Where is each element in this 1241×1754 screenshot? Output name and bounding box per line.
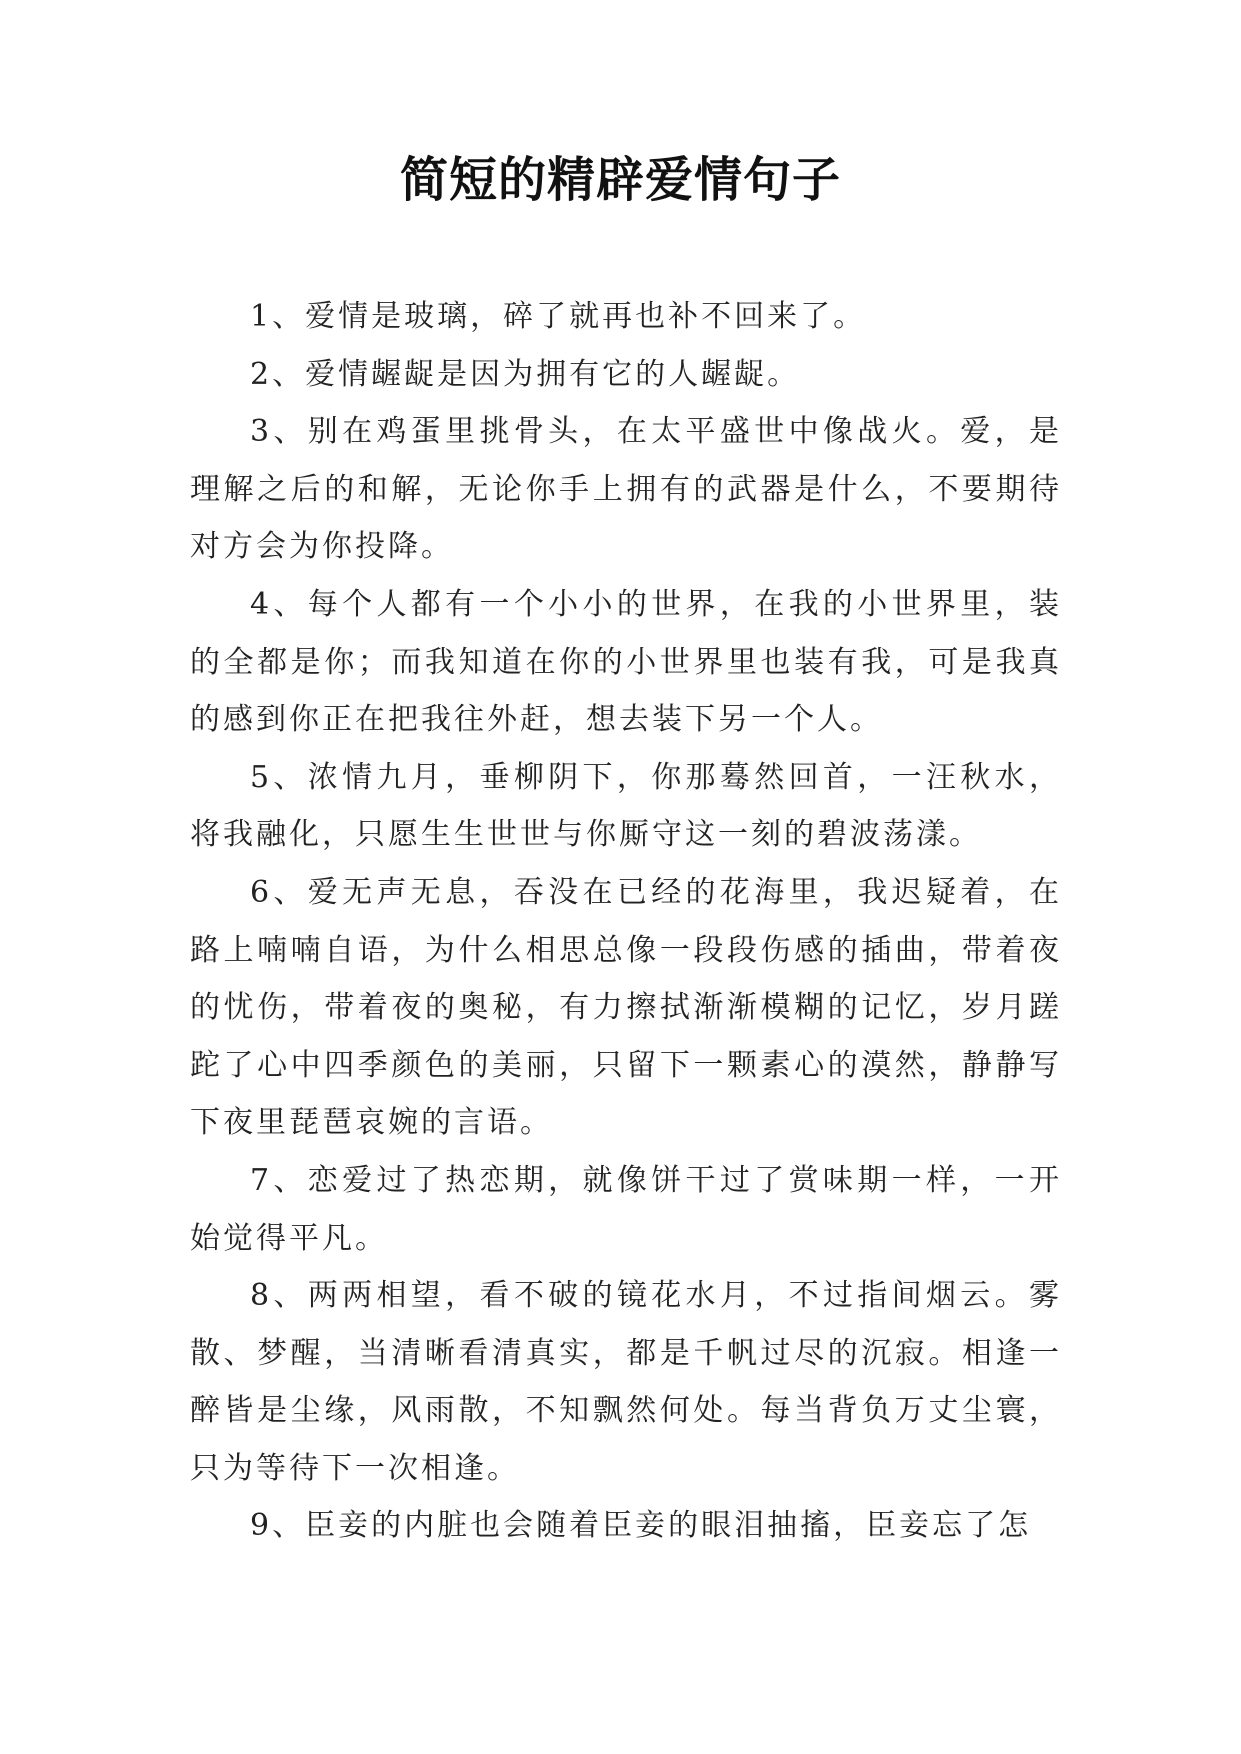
paragraph-8: 8、两两相望，看不破的镜花水月，不过指间烟云。雾散、梦醒，当清晰看清真实，都是千帆过尽的沉寂。相逢一醉皆是尘缘，风雨散，不知飘然何处。每当背负万丈尘寰，只为等待下一次相逢。	[190, 1278, 1062, 1486]
paragraph-1: 1、爱情是玻璃，碎了就再也补不回来了。	[250, 299, 867, 334]
paragraph-4: 4、每个人都有一个小小的世界，在我的小世界里，装的全都是你；而我知道在你的小世界里也装有我，可是我真的感到你正在把我往外赶，想去装下另一个人。	[190, 586, 1062, 738]
paragraph-9: 9、臣妾的内脏也会随着臣妾的眼泪抽搐，臣妾忘了怎	[250, 1508, 1032, 1544]
paragraph-5: 5、浓情九月，垂柳阴下，你那蓦然回首，一汪秋水，将我融化，只愿生生世世与你厮守这一刻的碧波荡漾。	[190, 759, 1062, 853]
paragraph-2: 2、爱情龌龊是因为拥有它的人龌龊。	[250, 356, 801, 392]
paragraph-7: 7、恋爱过了热恋期，就像饼干过了赏味期一样，一开始觉得平凡。	[190, 1162, 1062, 1256]
paragraph-6: 6、爱无声无息，吞没在已经的花海里，我迟疑着，在路上喃喃自语，为什么相思总像一段段伤感的插曲，带着夜的忧伤，带着夜的奥秘，有力擦拭渐渐模糊的记忆，岁月蹉跎了心中四季颜色的美丽，只留下一颗素心的漠然，静静写下夜里琵琶哀婉的言语。	[190, 874, 1062, 1141]
document-title: 简短的精辟爱情句子	[399, 152, 841, 208]
document-body	[190, 288, 1062, 1555]
paragraph-3: 3、别在鸡蛋里挑骨头，在太平盛世中像战火。爱，是理解之后的和解，无论你手上拥有的武器是什么，不要期待对方会为你投降。	[190, 414, 1062, 565]
